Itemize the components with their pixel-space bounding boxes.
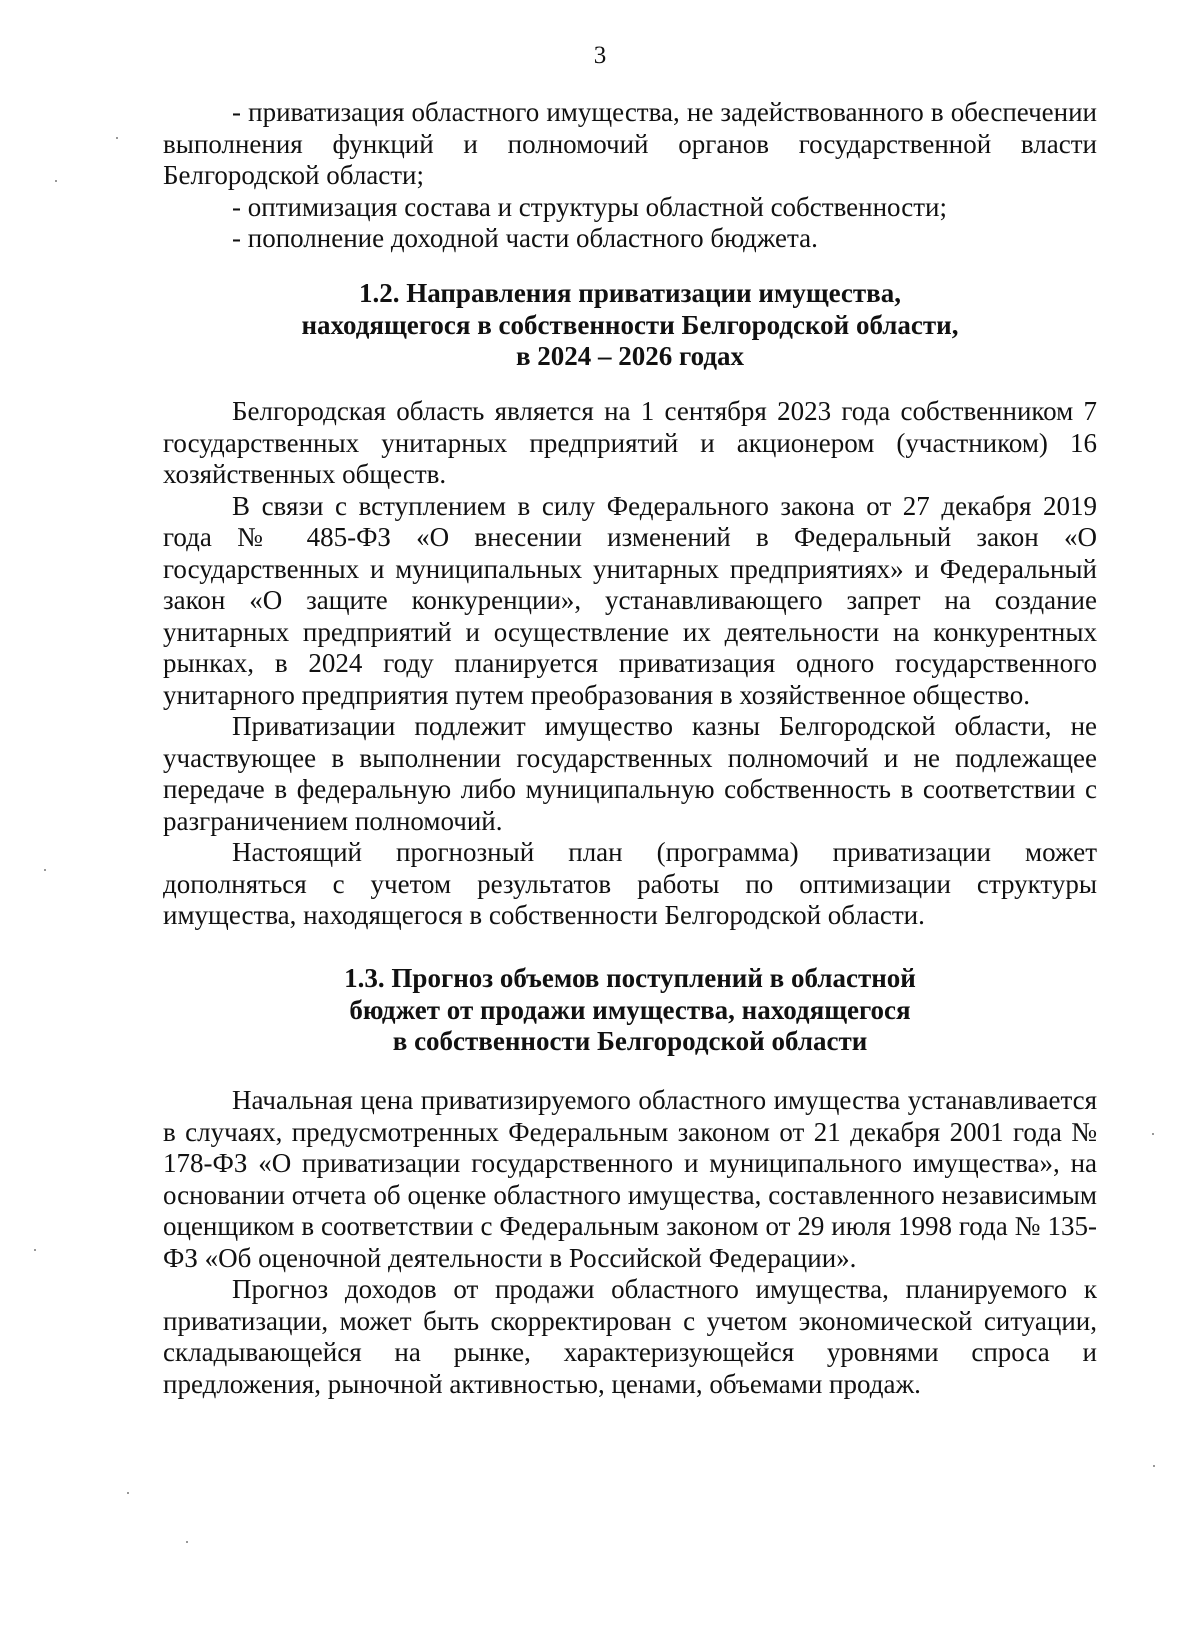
heading-line: в 2024 – 2026 годах	[515, 341, 745, 371]
intro-paragraph: - оптимизация состава и структуры областной собственности;	[232, 191, 947, 222]
section-body-1-2	[163, 396, 1097, 932]
body-paragraph: Приватизации подлежит имущество казны Белгородской области, не участвующее в выполнении государственных полномочий и не подлежащее передаче в федеральную либо муниципальную собственность в соответствии с разграничением полномочий.	[163, 711, 1097, 836]
body-paragraph: Прогноз доходов от продажи областного имущества, планируемого к приватизации, может быть скорректирован с учетом экономической ситуации, складывающейся на рынке, характеризующейся уровнями спроса и предложения, рыночной активностью, ценами, объемами продаж.	[163, 1274, 1097, 1399]
body-paragraph: Настоящий прогнозный план (программа) приватизации может дополняться с учетом результатов работы по оптимизации структуры имущества, находящегося в собственности Белгородской области.	[163, 837, 1097, 930]
body-paragraph: Белгородская область является на 1 сентября 2023 года собственником 7 государственных унитарных предприятий и акционером (участником) 16 хозяйственных обществ.	[163, 396, 1097, 489]
scan-speck	[34, 1249, 36, 1251]
intro-block	[163, 97, 1097, 255]
scan-speck	[116, 137, 118, 139]
intro-paragraph: - пополнение доходной части областного бюджета.	[232, 223, 818, 253]
scan-speck	[1152, 1133, 1154, 1135]
heading-line: находящегося в собственности Белгородской области,	[301, 309, 959, 340]
scan-speck	[44, 869, 46, 871]
page-number: 3	[593, 42, 607, 69]
scan-speck	[186, 1541, 188, 1543]
scan-speck	[127, 1492, 129, 1494]
scan-speck	[55, 180, 57, 182]
heading-line: 1.3. Прогноз объемов поступлений в областной	[344, 963, 916, 993]
heading-line: в собственности Белгородской области	[392, 1026, 868, 1056]
section-heading-1-2	[163, 278, 1097, 373]
section-heading-1-3	[163, 963, 1097, 1058]
section-body-1-3	[163, 1085, 1097, 1400]
intro-paragraph: - приватизация областного имущества, не задействованного в обеспечении выполнения функций и полномочий органов государственной власти Белгородской области;	[163, 97, 1097, 190]
body-paragraph: Начальная цена приватизируемого областного имущества устанавливается в случаях, предусмотренных Федеральным законом от 21 декабря 2001 года № 178-ФЗ «О приватизации государственного и муниципального имущества», на основании отчета об оценке областного имущества, составленного независимым оценщиком в соответствии с Федеральным законом от 29 июля 1998 года № 135-ФЗ «Об оценочной деятельности в Российской Федерации».	[163, 1085, 1097, 1273]
body-paragraph: В связи с вступлением в силу Федерального закона от 27 декабря 2019 года № 485-ФЗ «О внесении изменений в Федеральный закон «О государственных и муниципальных унитарных предприятиях» и Федеральный закон «О защите конкуренции», устанавливающего запрет на создание унитарных предприятий и осуществление их деятельности на конкурентных рынках, в 2024 году планируется приватизация одного государственного унитарного предприятия путем преобразования в хозяйственное общество.	[163, 490, 1097, 710]
heading-line: бюджет от продажи имущества, находящегося	[349, 994, 911, 1025]
scan-speck	[1153, 1465, 1155, 1467]
heading-line: 1.2. Направления приватизации имущества,	[358, 278, 902, 308]
